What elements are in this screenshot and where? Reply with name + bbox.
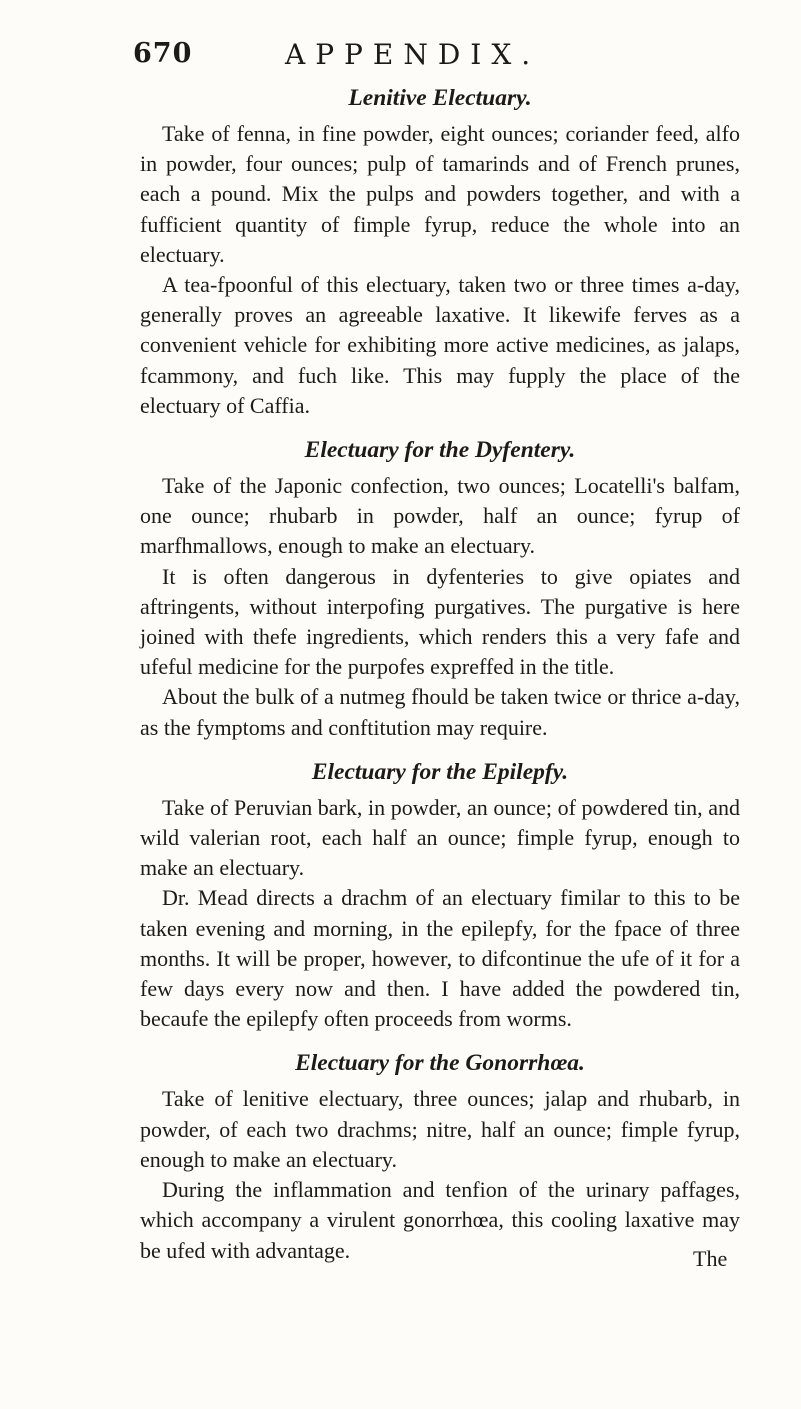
page-number: 670 [133,38,193,69]
section-electuary-dysentery [140,434,740,743]
paragraph: Take of the Japonic confection, two ounces; Locatelli's balfam, one ounce; rhubarb in powder, half an ounce; fyrup of marfhmallows, enough to make an electuary. [140,473,740,559]
running-head: APPENDIX. [285,38,541,71]
paragraph: A tea-fpoonful of this electuary, taken two or three times a-day, generally proves an agreeable laxative. It likewife ferves as a convenient vehicle for exhibiting more active medicines, as jalaps, fcammony, and fuch like. This may fupply the place of the electuary of Caffia. [140,272,740,418]
paragraph: Dr. Mead directs a drachm of an electuary fimilar to this to be taken evening and morning, in the epilepfy, for the fpace of three months. It will be proper, however, to difcontinue the ufe of it for a few days every now and then. I have added the powdered tin, becaufe the epilepfy often proceeds from worms. [140,885,740,1032]
section-lenitive-electuary [140,82,740,421]
section-title: Electuary for the Epilepfy. [311,758,569,785]
section-electuary-gonorrhoea [140,1047,740,1265]
section-electuary-epilepsy [140,756,740,1035]
paragraph: During the inflammation and tenfion of the urinary paffages, which accompany a virulent gonorrhœa, this cooling laxative may be ufed with advantage. [140,1177,740,1263]
paragraph: Take of fenna, in fine powder, eight ounces; coriander feed, alfo in powder, four ounces; pulp of tamarinds and of French prunes, each a pound. Mix the pulps and powders together, and with a fufficient quantity of fimple fyrup, reduce the whole into an electuary. [140,121,740,267]
paragraph: Take of lenitive electuary, three ounces; jalap and rhubarb, in powder, of each two drachms; nitre, half an ounce; fimple fyrup, enough to make an electuary. [140,1086,740,1172]
page-header [133,38,718,82]
catchword: The [693,1246,728,1271]
section-title: Electuary for the Gonorrhœa. [295,1050,585,1077]
paragraph: Take of Peruvian bark, in powder, an ounce; of powdered tin, and wild valerian root, each half an ounce; fimple fyrup, enough to make an electuary. [140,794,740,881]
paragraph: About the bulk of a nutmeg fhould be taken twice or thrice a-day, as the fymptoms and conftitution may require. [140,684,740,740]
body-text [140,82,740,1266]
section-title: Lenitive Electuary. [348,85,532,111]
section-title: Electuary for the Dyfentery. [304,437,576,464]
paragraph: It is often dangerous in dyfenteries to give opiates and aftringents, without interpofing purgatives. The purgative is here joined with thefe ingredients, which renders this a very fafe and ufeful medicine for the purpofes expreffed in the title. [140,563,740,680]
